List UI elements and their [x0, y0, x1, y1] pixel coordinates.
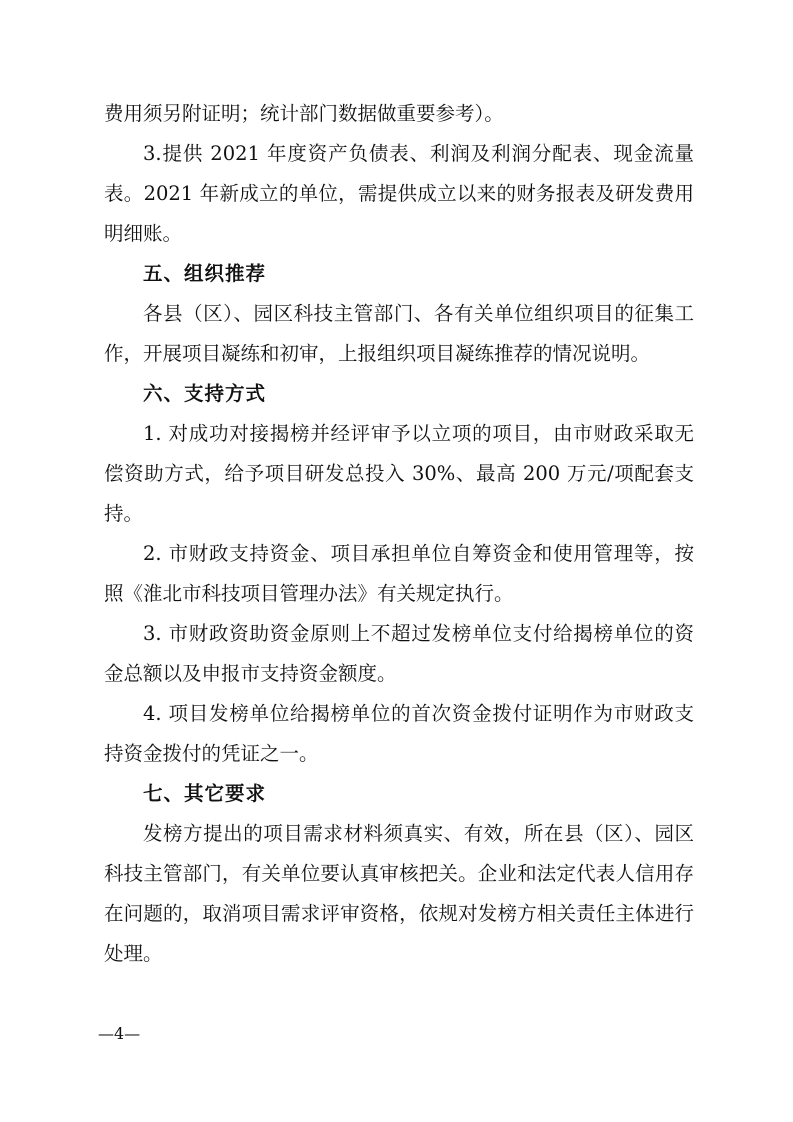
paragraph-other-requirements: 发榜方提出的项目需求材料须真实、有效，所在县（区）、园区科技主管部门，有关单位要认真审核把关。企业和法定代表人信用存在问题的，取消项目需求评审资格，依规对发榜方相关责任主体进行处理。 — [104, 822, 694, 965]
section-heading-other-requirements: 七、其它要求 — [143, 782, 267, 805]
body-text — [104, 94, 694, 974]
paragraph-support-item-2: 2. 市财政支持资金、项目承担单位自筹资金和使用管理等，按照《淮北市科技项目管理办法》有关规定执行。 — [104, 542, 694, 605]
paragraph-organization-recommendation: 各县（区）、园区科技主管部门、各有关单位组织项目的征集工作，开展项目凝练和初审，上报组织项目凝练推荐的情况说明。 — [104, 302, 694, 365]
section-heading-organization-recommendation: 五、组织推荐 — [143, 262, 267, 285]
paragraph-support-item-3: 3. 市财政资助资金原则上不超过发榜单位支付给揭榜单位的资金总额以及申报市支持资金额度。 — [104, 622, 694, 685]
section-heading-support-method: 六、支持方式 — [143, 382, 267, 405]
paragraph-financial-statements: 3.提供 2021 年度资产负债表、利润及利润分配表、现金流量表。2021 年新成立的单位，需提供成立以来的财务报表及研发费用明细账。 — [104, 142, 694, 245]
page-number: —4— — [98, 1024, 141, 1043]
paragraph-support-item-1: 1. 对成功对接揭榜并经评审予以立项的项目，由市财政采取无偿资助方式，给予项目研发总投入 30%、最高 200 万元/项配套支持。 — [104, 422, 694, 525]
paragraph-continuation: 费用须另附证明；统计部门数据做重要参考）。 — [104, 102, 504, 125]
paragraph-support-item-4: 4. 项目发榜单位给揭榜单位的首次资金拨付证明作为市财政支持资金拨付的凭证之一。 — [104, 702, 694, 765]
